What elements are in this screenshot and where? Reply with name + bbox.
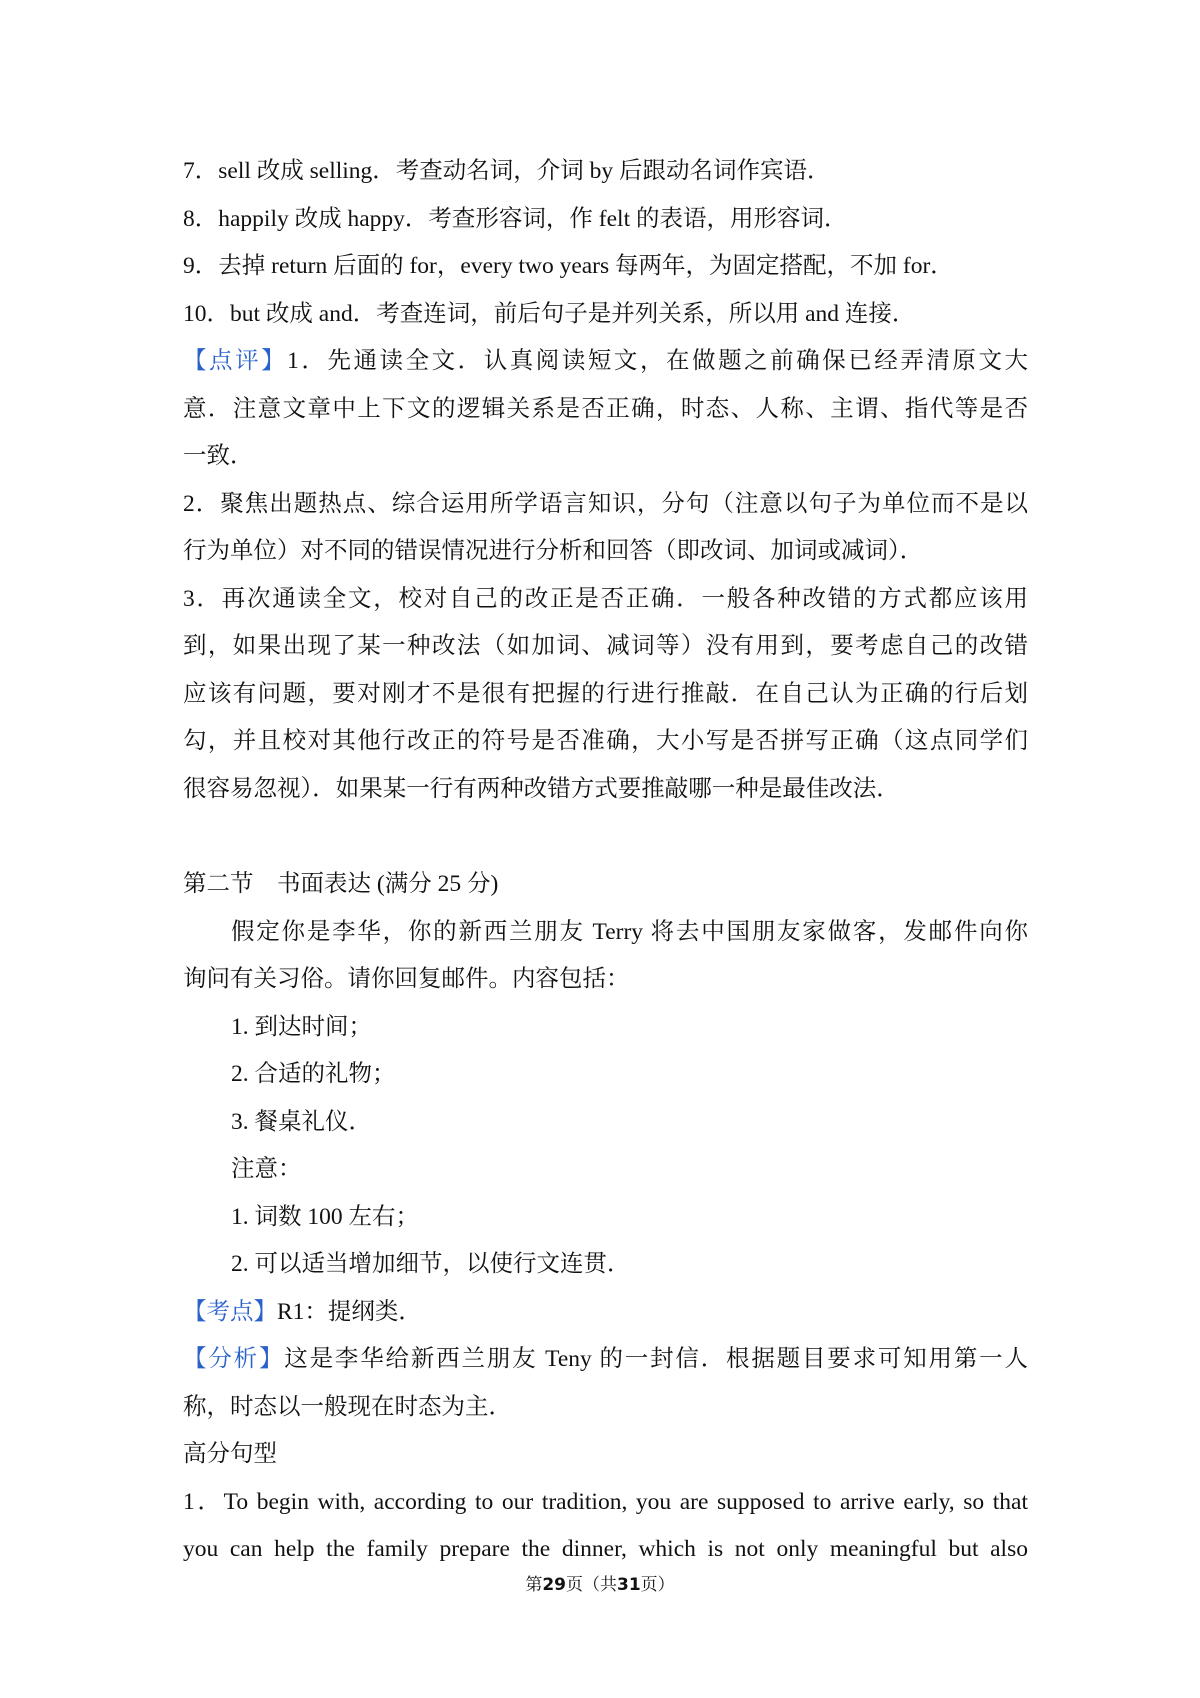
review-line: 行为单位）对不同的错误情况进行分析和回答（即改词、加词或减词）．: [183, 538, 924, 564]
content-item: 2. 合适的礼物；: [231, 1061, 396, 1087]
page-footer: [0, 1570, 1200, 1595]
answer-line-9: 9．去掉 return 后面的 for，every two years 每两年，为固定搭配，不加 for．: [183, 253, 954, 279]
fenxi-cont: 称，时态以一般现在时态为主．: [183, 1393, 512, 1420]
section-title: 第二节 书面表达 (满分 25 分): [183, 871, 499, 897]
fenxi-line: [183, 1336, 1028, 1384]
footer-suffix: 页）: [640, 1575, 675, 1595]
kaodian-tag: 【考点】: [183, 1298, 277, 1325]
kaodian-line: [183, 1289, 1028, 1337]
review-line: 意．注意文章中上下文的逻辑关系是否正确，时态、人称、主谓、指代等是否: [183, 395, 1028, 422]
review-line: 一致．: [183, 443, 254, 469]
review-line: 到，如果出现了某一种改法（如加词、减词等）没有用到，要考虑自己的改错: [183, 633, 1028, 659]
review-line: 勾，并且校对其他行改正的符号是否准确，大小写是否拼写正确（这点同学们: [183, 728, 1028, 754]
gaofen-line: 1．To begin with, according to our tradition, you are supposed to arrive early, so that: [183, 1488, 1028, 1515]
fenxi-text: 这是李华给新西兰朋友 Teny 的一封信．根据题目要求可知用第一人: [284, 1346, 1028, 1372]
answer-line-10: 10．but 改成 and．考查连词，前后句子是并列关系，所以用 and 连接．: [183, 300, 916, 327]
review-line: 3．再次通读全文，校对自己的改正是否正确．一般各种改错的方式都应该用: [183, 585, 1028, 612]
review-first-line: [183, 338, 1028, 386]
fenxi-tag: 【分析】: [183, 1346, 285, 1372]
review-first-text: 1．先通读全文．认真阅读短文，在做题之前确保已经弄清原文大: [287, 348, 1028, 374]
review-line: 2．聚焦出题热点、综合运用所学语言知识，分句（注意以句子为单位而不是以: [183, 490, 1028, 517]
note-item: 2. 可以适当增加细节，以使行文连贯．: [231, 1251, 631, 1277]
footer-middle: 页（共: [566, 1575, 617, 1595]
review-line: 应该有问题，要对刚才不是很有把握的行进行推敲．在自己认为正确的行后划: [183, 680, 1028, 707]
section-spacer: [183, 813, 1028, 861]
footer-page-number: 29: [542, 1575, 566, 1595]
gaofen-title: 高分句型: [183, 1441, 277, 1467]
footer-prefix: 第: [525, 1575, 543, 1595]
content-item: 1. 到达时间；: [231, 1013, 372, 1040]
note-item: 1. 词数 100 左右；: [231, 1203, 419, 1230]
review-tag: 【点评】: [183, 348, 288, 374]
note-label: 注意：: [231, 1156, 302, 1182]
prompt-line: 假定你是李华，你的新西兰朋友 Terry 将去中国朋友家做客，发邮件向你: [231, 918, 1028, 945]
kaodian-text: R1：提纲类．: [277, 1298, 422, 1325]
answer-line-8: 8．happily 改成 happy．考查形容词，作 felt 的表语，用形容词．: [183, 205, 848, 232]
prompt-line: 询问有关习俗。请你回复邮件。内容包括：: [183, 966, 630, 992]
document-body: [183, 148, 1028, 1574]
footer-total-pages: 31: [617, 1575, 641, 1595]
review-line: 很容易忽视）．如果某一行有两种改错方式要推敲哪一种是最佳改法．: [183, 775, 900, 802]
content-item: 3. 餐桌礼仪．: [231, 1108, 372, 1135]
answer-line-7: 7．sell 改成 selling．考查动名词，介词 by 后跟动名词作宾语．: [183, 158, 831, 184]
gaofen-line: you can help the family prepare the dinner, which is not only meaningful but also: [183, 1536, 1028, 1562]
